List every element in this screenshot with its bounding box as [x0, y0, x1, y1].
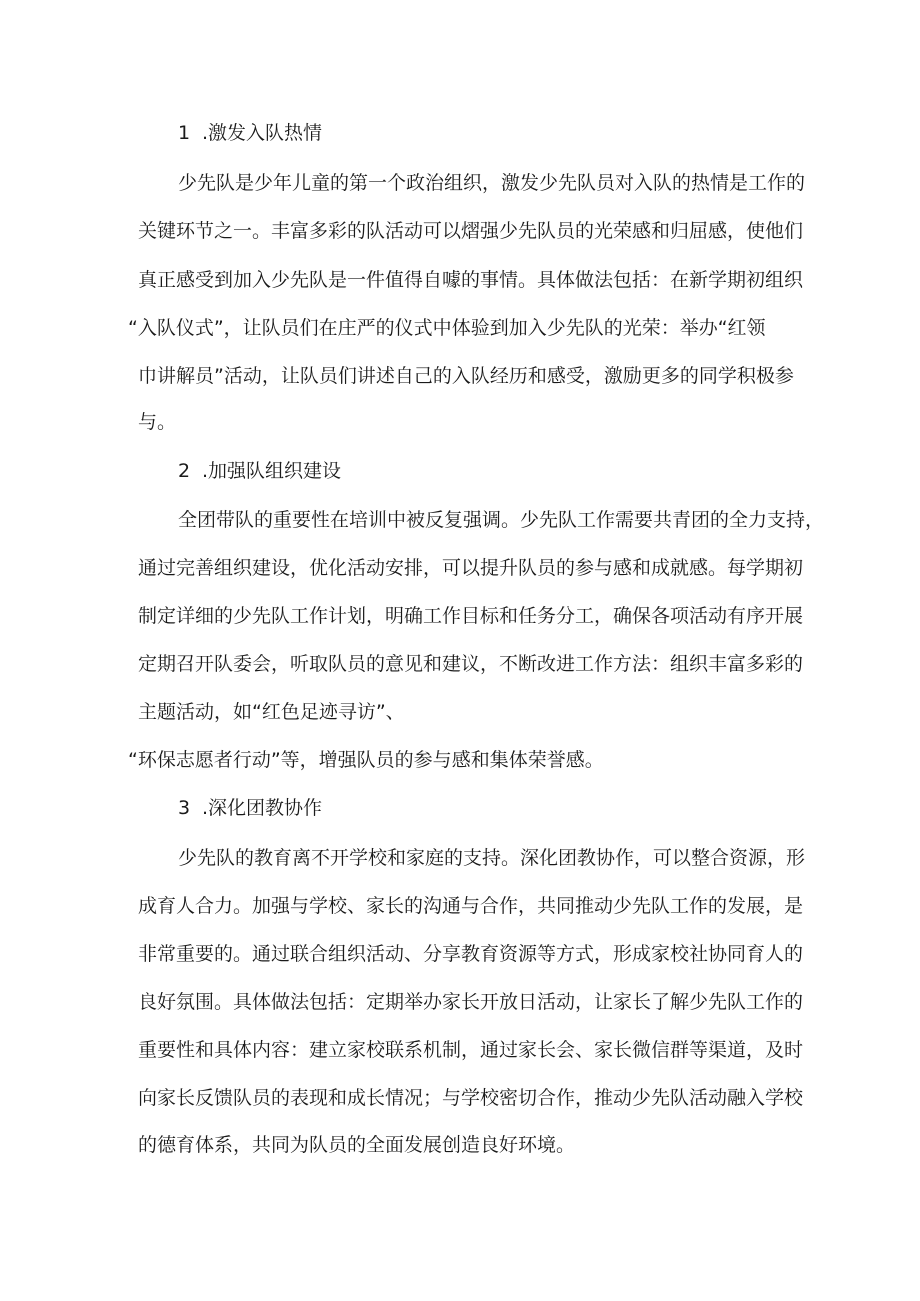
paragraph-3-line: 良好氛围。具体做法包括：定期举办家长开放日活动，让家长了解少先队工作的	[138, 991, 804, 1013]
paragraph-3-line: 重要性和具体内容：建立家校联系机制，通过家长会、家长微信群等渠道，及时	[138, 1039, 804, 1061]
paragraph-2-line: “环保志愿者行动”等，增强队员的参与感和集体荣誉感。	[128, 749, 604, 771]
paragraph-2-line: 全团带队的重要性在培训中被反复强调。少先队工作需要共青团的全力支持，	[178, 509, 825, 531]
paragraph-1-line: 巾讲解员”活动，让队员们讲述自己的入队经历和感受，激励更多的同学积极参	[138, 365, 794, 387]
paragraph-1-line: 真正感受到加入少先队是一件值得自噱的事情。具体做法包括：在新学期初组织	[138, 269, 804, 291]
section-3-heading	[178, 796, 322, 820]
section-2-title: .加强队组织建设	[202, 460, 342, 482]
paragraph-2-line: 定期召开队委会，听取队员的意见和建议，不断改进工作方法：组织丰富多彩的	[138, 653, 804, 675]
section-3-title: .深化团教协作	[202, 797, 323, 819]
paragraph-2-line: 制定详细的少先队工作计划，明确工作目标和任务分工，确保各项活动有序开展	[138, 605, 804, 627]
paragraph-1-line: 与。	[138, 411, 177, 433]
section-2-heading	[178, 459, 341, 483]
section-1-heading	[178, 121, 322, 145]
paragraph-1-line: 关键环节之一。丰富多彩的队活动可以熠强少先队员的光荣感和归屈感，使他们	[138, 220, 804, 242]
paragraph-3-line: 的德育体系，共同为队员的全面发展创造良好环境。	[138, 1134, 576, 1156]
paragraph-3-line: 成育人合力。加强与学校、家长的沟通与合作，共同推动少先队工作的发展，是	[138, 895, 804, 917]
paragraph-3-line: 少先队的教育离不开学校和家庭的支持。深化团教协作，可以整合资源，形	[178, 847, 806, 869]
section-2-number: 2	[178, 460, 191, 482]
section-3-number: 3	[178, 797, 191, 819]
paragraph-2-line: 通过完善组织建设，优化活动安排，可以提升队员的参与感和成就感。每学期初	[138, 557, 804, 579]
section-1-number: 1	[178, 122, 191, 144]
section-1-title: .激发入队热情	[202, 122, 323, 144]
paragraph-1-line: 少先队是少年儿童的第一个政治组织，激发少先队员对入队的热情是工作的	[178, 172, 806, 194]
paragraph-1-line: “入队仪式”，让队员们在庄严的仪式中体验到加入少先队的光荣：举办“红领	[128, 317, 766, 339]
paragraph-3-line: 非常重要的。通过联合组织活动、分享教育资源等方式，形成家校社协同育人的	[138, 943, 804, 965]
paragraph-2-line: 主题活动，如“红色足迹寻访”、	[138, 701, 405, 723]
paragraph-3-line: 向家长反馈队员的表现和成长情况；与学校密切合作，推动少先队活动融入学校	[138, 1087, 804, 1109]
